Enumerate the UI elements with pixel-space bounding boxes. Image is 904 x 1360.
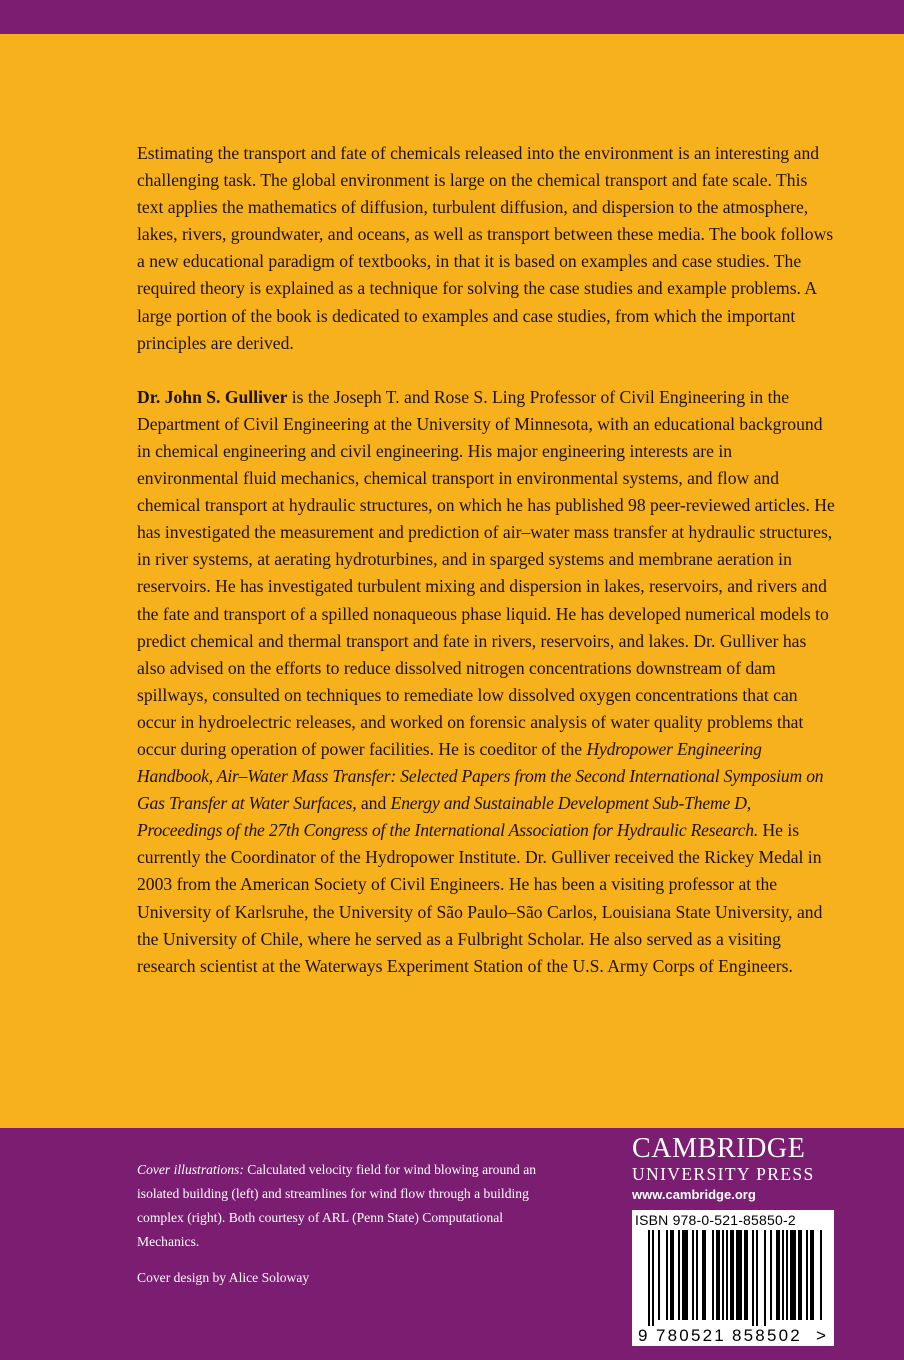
barcode-bar <box>756 1230 758 1326</box>
barcode-bar <box>790 1230 796 1320</box>
barcode-arrow: > <box>816 1326 826 1345</box>
cover-credits <box>137 1158 537 1290</box>
barcode-bar <box>752 1230 754 1326</box>
main-text-block <box>137 140 837 980</box>
description-paragraph: Estimating the transport and fate of chemicals released into the environment is an interesting and challenging task. The global environment is large on the chemical transport and fate scale. This text applies the mathematics of diffusion, turbulent diffusion, and dispersion to the atmosphere, lakes, rivers, groundwater, and oceans, as well as transport between these media. The book follows a new educational paradigm of textbooks, in that it is based on examples and case studies. The required theory is explained as a technique for solving the case studies and example problems. A large portion of the book is dedicated to examples and case studies, from which the important principles are derived. <box>137 143 834 353</box>
top-color-band <box>0 0 904 34</box>
barcode-bar <box>670 1230 674 1320</box>
barcode-bar <box>782 1230 784 1320</box>
barcode-bar <box>736 1230 742 1320</box>
publisher-logo <box>632 1134 832 1204</box>
bio-text-b: and <box>356 793 391 814</box>
barcode-bar <box>716 1230 720 1320</box>
barcode-bar <box>820 1230 822 1320</box>
barcode-bar <box>722 1230 724 1320</box>
publisher-url: www.cambridge.org <box>632 1187 756 1202</box>
barcode-bar <box>744 1230 748 1320</box>
barcode-bars <box>632 1230 834 1346</box>
illustration-credit-label: Cover illustrations: <box>137 1162 244 1177</box>
barcode-bar <box>726 1230 728 1320</box>
barcode-bar <box>730 1230 734 1320</box>
barcode-bar <box>786 1230 788 1320</box>
barcode-bar <box>678 1230 680 1320</box>
illustration-credit-text: Calculated velocity field for wind blowing around an isolated building (left) and streamlines for wind flow through a building complex (right). Both courtesy of ARL (Penn State) Computational Mechanics. <box>137 1162 537 1249</box>
barcode-bar <box>652 1230 654 1326</box>
barcode-digits-right: 858502 <box>732 1326 802 1345</box>
barcode-digit-first: 9 <box>638 1326 648 1345</box>
publisher-name: CAMBRIDGE <box>632 1133 806 1164</box>
illustration-credit <box>137 1158 537 1254</box>
barcode-bar <box>798 1230 802 1320</box>
design-credit: Cover design by Alice Soloway <box>137 1270 310 1285</box>
barcode-bar <box>648 1230 650 1326</box>
isbn-barcode <box>632 1210 834 1346</box>
barcode-bar <box>776 1230 780 1320</box>
barcode-bar <box>658 1230 660 1320</box>
barcode-bar <box>666 1230 668 1320</box>
barcode-bar <box>692 1230 694 1320</box>
barcode-bar <box>770 1230 772 1320</box>
bio-text-a: is the Joseph T. and Rose S. Ling Professor of Civil Engineering in the Department of Civil Engineering at the University of Minnesota, with an educational background in chemical engineering and civil engineering. His major engineering interests are in environmental fluid mechanics, chemical transport in environmental systems, and flow and chemical transport at hydraulic structures, on which he has published 98 peer-reviewed articles. He has investigated the measurement and prediction of air–water mass transfer at hydraulic structures, in river systems, at aerating hydroturbines, and in sparged systems and membrane aeration in reservoirs. He has investigated turbulent mixing and dispersion in lakes, reservoirs, and rivers and the fate and transport of a spilled nonaqueous phase liquid. He has developed numerical models to predict chemical and thermal transport and fate in rivers, reservoirs, and lakes. Dr. Gulliver has also advised on the efforts to reduce dissolved nitrogen concentrations downstream of dam spillways, consulted on techniques to remediate low dissolved oxygen concentrations that can occur in hydroelectric releases, and worked on forensic analysis of water quality problems that occur during operation of power facilities. He is coeditor of the <box>137 386 835 759</box>
isbn-label: ISBN 978-0-521-85850-2 <box>635 1212 796 1228</box>
publisher-press: UNIVERSITY PRESS <box>632 1164 815 1184</box>
coedited-title-1: Hydropower Engineering Handbook, Air–Water Mass Transfer: Selected Papers from the Second International Symposium on Gas Transfer at Water Surfaces, <box>137 738 824 814</box>
barcode-bar <box>764 1230 766 1326</box>
barcode-bar <box>702 1230 706 1320</box>
author-bio-paragraph <box>137 384 837 980</box>
barcode-bar <box>806 1230 808 1320</box>
barcode-bar <box>696 1230 698 1320</box>
bio-text-c: He is currently the Coordinator of the Hydropower Institute. Dr. Gulliver received the Rickey Medal in 2003 from the American Society of Civil Engineers. He has been a visiting professor at the University of Karlsruhe, the University of São Paulo–São Carlos, Louisiana State University, and the University of Chile, where he served as a Fulbright Scholar. He also served as a visiting research scientist at the Waterways Experiment Station of the U.S. Army Corps of Engineers. <box>137 820 823 976</box>
barcode-bar <box>810 1230 814 1320</box>
barcode-bar <box>712 1230 714 1320</box>
barcode-bar <box>682 1230 688 1320</box>
coedited-title-2: Energy and Sustainable Development Sub-Theme D, Proceedings of the 27th Congress of the International Association for Hydraulic Research. <box>137 793 759 841</box>
barcode-digits-left: 780521 <box>656 1326 726 1345</box>
author-name: Dr. John S. Gulliver <box>137 386 288 407</box>
